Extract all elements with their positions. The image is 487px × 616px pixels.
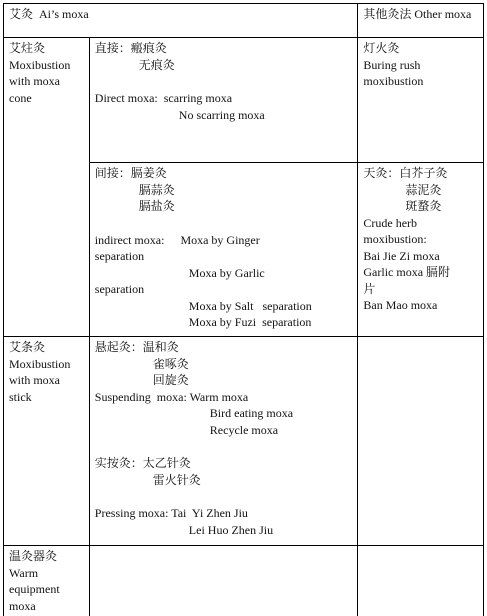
spacer xyxy=(95,215,354,232)
direct-moxa-cn-1: 直接：瘢痕灸 xyxy=(94,41,167,55)
indirect-moxa-cell xyxy=(89,163,358,337)
cone-direct-row xyxy=(4,38,484,163)
crude-herb-en-5: 片 xyxy=(363,281,376,296)
stick-row xyxy=(4,337,484,546)
stick-label-en-3: stick xyxy=(9,389,32,404)
pressing-moxa-en-1: Pressing moxa: Tai Yi Zhen Jiu xyxy=(94,506,248,520)
stick-moxa-cell xyxy=(89,337,358,546)
warm-row xyxy=(4,546,484,616)
indirect-moxa-en-2a: Moxa by Garlic xyxy=(188,265,265,280)
lamp-moxa-en-2: moxibustion xyxy=(363,74,424,88)
stick-label-cell xyxy=(4,337,90,546)
pressing-moxa-en-2: Lei Huo Zhen Jiu xyxy=(188,522,274,537)
indirect-moxa-en-1a: indirect moxa: xyxy=(94,232,165,247)
indirect-moxa-en-1c: separation xyxy=(94,249,145,263)
indirect-moxa-cn-1: 间接：膈姜灸 xyxy=(94,166,167,180)
suspending-moxa-cn-3: 回旋灸 xyxy=(152,373,189,387)
warm-label-cell xyxy=(4,546,90,616)
indirect-moxa-en-1 xyxy=(95,232,354,249)
stick-label-en-2: with moxa xyxy=(9,373,60,387)
pressing-moxa-cn-2: 雷火针灸 xyxy=(152,472,201,487)
cone-label-en-3: cone xyxy=(9,90,32,105)
warm-label-cn: 温灸器灸 xyxy=(9,549,58,563)
crude-herb-en-3: Bai Jie Zi moxa xyxy=(363,248,440,263)
stick-other-cell xyxy=(358,337,484,546)
warm-label-en-2: equipment xyxy=(9,582,60,596)
spacer xyxy=(95,488,354,505)
indirect-moxa-en-3: Moxa by Salt separation xyxy=(188,298,312,313)
direct-moxa-cell xyxy=(89,38,358,163)
cone-label-cn: 艾炷灸 xyxy=(9,41,46,55)
header-row xyxy=(4,4,484,38)
suspending-moxa-cn-2: 雀啄灸 xyxy=(152,356,189,371)
other-moxa-header: 其他灸法 Other moxa xyxy=(363,7,472,21)
cone-label-en-2: with moxa xyxy=(9,74,60,88)
moxibustion-table xyxy=(3,3,484,616)
spacer xyxy=(95,438,354,455)
other-moxa-header-cell xyxy=(358,4,484,38)
warm-other-cell xyxy=(358,546,484,616)
indirect-moxa-cn-2: 膈蒜灸 xyxy=(138,182,175,197)
lamp-moxa-cn: 灯火灸 xyxy=(363,41,400,55)
suspending-moxa-cn-1: 悬起灸：温和灸 xyxy=(94,340,179,354)
suspending-moxa-en-2: Bird eating moxa xyxy=(209,406,294,420)
indirect-moxa-en-1b: Moxa by Ginger xyxy=(180,232,260,247)
crude-herb-en-6: Ban Mao moxa xyxy=(363,298,438,312)
ai-moxa-header-cell xyxy=(4,4,358,38)
spacer xyxy=(95,73,354,90)
indirect-moxa-en-4: Moxa by Fuzi separation xyxy=(188,315,312,329)
crude-herb-en-2: moxibustion: xyxy=(363,232,427,246)
crude-herb-cn-2: 蒜泥灸 xyxy=(405,182,442,197)
crude-herb-en-4: Garlic moxa 膈附 xyxy=(363,265,451,279)
lamp-moxa-en-1: Buring rush xyxy=(363,57,421,72)
warm-label-en-3: moxa xyxy=(9,598,36,613)
crude-herb-cn-1: 天灸：白芥子灸 xyxy=(363,166,448,180)
warm-label-en-1: Warm xyxy=(9,565,39,580)
ai-moxa-header: 艾灸 Ai’s moxa xyxy=(9,7,89,21)
direct-moxa-cn-2: 无痕灸 xyxy=(138,57,175,72)
lamp-moxa-cell xyxy=(358,38,484,163)
pressing-moxa-cn-1: 实按灸：太乙针灸 xyxy=(94,456,191,470)
crude-herb-cn-3: 斑蝥灸 xyxy=(405,199,442,213)
direct-moxa-en-2: No scarring moxa xyxy=(178,107,265,122)
warm-moxa-cell xyxy=(89,546,358,616)
indirect-moxa-cn-3: 膈盐灸 xyxy=(138,199,175,213)
suspending-moxa-en-1: Suspending moxa: Warm moxa xyxy=(94,389,249,404)
stick-label-en-1: Moxibustion xyxy=(9,356,71,371)
direct-moxa-en-1: Direct moxa: scarring moxa xyxy=(94,91,233,105)
suspending-moxa-en-3: Recycle moxa xyxy=(209,422,279,437)
indirect-moxa-en-2b: separation xyxy=(94,282,145,296)
cone-label-en-1: Moxibustion xyxy=(9,57,71,72)
cone-label-cell xyxy=(4,38,90,337)
stick-label-cn: 艾条灸 xyxy=(9,340,46,354)
crude-herb-moxa-cell xyxy=(358,163,484,337)
crude-herb-en-1: Crude herb xyxy=(363,215,418,230)
